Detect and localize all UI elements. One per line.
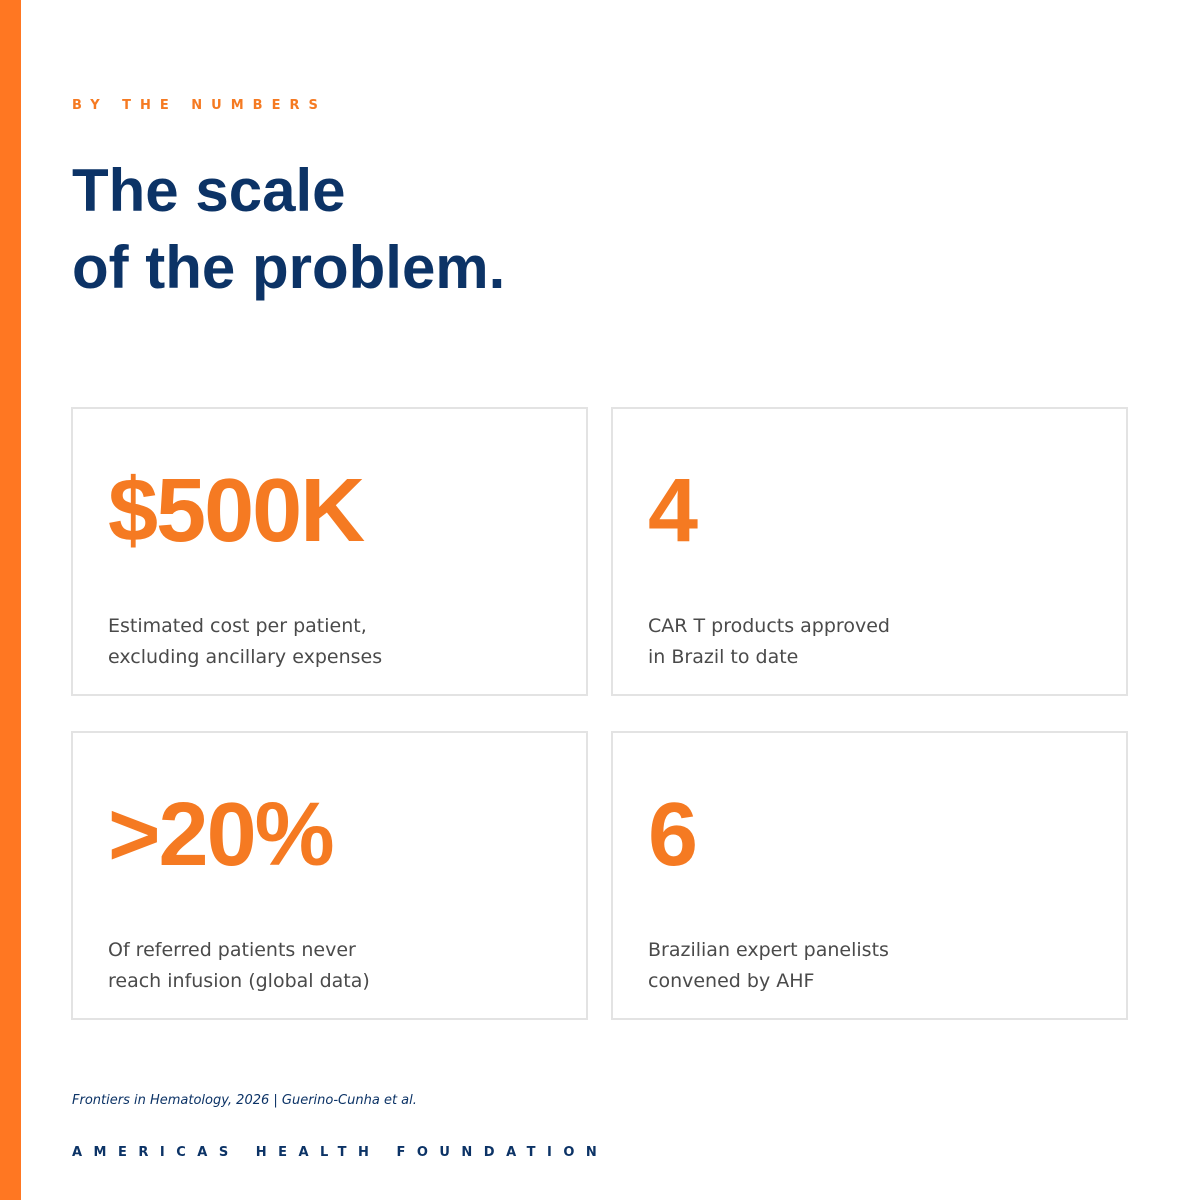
- stat-description-line-2: in Brazil to date: [648, 646, 799, 668]
- stat-description-line-1: CAR T products approved: [648, 615, 890, 637]
- stat-description-line-1: Of referred patients never: [108, 939, 356, 961]
- page-title-line-2: of the problem.: [72, 234, 506, 301]
- stat-card-referred-patients: [71, 731, 588, 1020]
- stat-description-line-2: excluding ancillary expenses: [108, 646, 383, 668]
- stat-card-panelists: [611, 731, 1128, 1020]
- stat-description: [648, 611, 1068, 673]
- stat-description: [108, 611, 528, 673]
- stat-value: 4: [648, 461, 697, 561]
- stat-value: $500K: [108, 461, 364, 561]
- stat-description-line-2: convened by AHF: [648, 970, 815, 992]
- stat-description: [648, 935, 1068, 997]
- footer-brand: AMERICAS HEALTH FOUNDATION: [72, 1145, 609, 1160]
- stat-card-cost: [71, 407, 588, 696]
- accent-bar: [0, 0, 21, 1200]
- stat-card-products: [611, 407, 1128, 696]
- stat-description: [108, 935, 528, 997]
- eyebrow-label: BY THE NUMBERS: [72, 98, 327, 113]
- stat-description-line-1: Estimated cost per patient,: [108, 615, 367, 637]
- page-title: [72, 152, 505, 306]
- page-title-line-1: The scale: [72, 157, 346, 224]
- stat-value: 6: [648, 785, 697, 885]
- stat-description-line-2: reach infusion (global data): [108, 970, 370, 992]
- stat-description-line-1: Brazilian expert panelists: [648, 939, 889, 961]
- citation: Frontiers in Hematology, 2026 | Guerino-Cunha et al.: [72, 1093, 417, 1108]
- stat-value: >20%: [108, 785, 333, 885]
